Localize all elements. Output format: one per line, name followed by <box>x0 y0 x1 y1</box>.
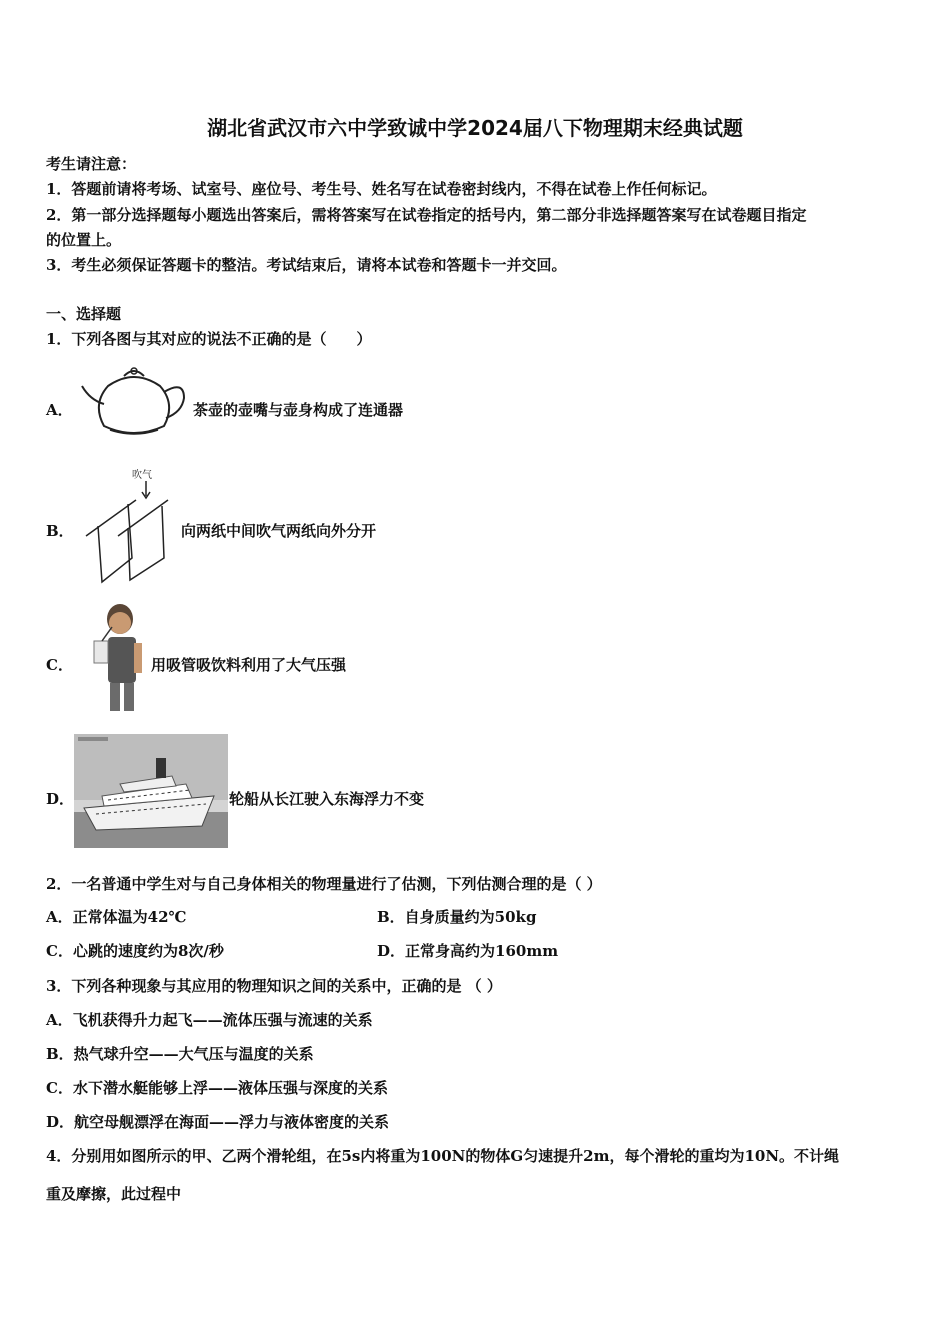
paper-blow-icon <box>84 466 174 588</box>
q1-option-b-label: B． <box>46 522 74 540</box>
q2-option-a: A．正常体温为42℃ <box>46 908 187 926</box>
q3-option-b: B．热气球升空——大气压与温度的关系 <box>46 1045 314 1063</box>
q1-option-d-label: D． <box>46 790 75 808</box>
q4-stem-line2: 重及摩擦，此过程中 <box>46 1185 182 1203</box>
ship-icon <box>74 734 228 848</box>
notice-heading: 考生请注意： <box>46 155 137 173</box>
q1-option-a-text: 茶壶的壶嘴与壶身构成了连通器 <box>193 401 404 419</box>
notice-item: 1．答题前请将考场、试室号、座位号、考生号、姓名写在试卷密封线内，不得在试卷上作任何标记。 <box>46 180 717 198</box>
q1-stem: 1．下列各图与其对应的说法不正确的是（ ） <box>46 330 372 348</box>
q2-option-c: C．心跳的速度约为8次/秒 <box>46 942 224 960</box>
notice-item: 2．第一部分选择题每小题选出答案后，需将答案写在试卷指定的括号内，第二部分非选择题答案写在试卷题目指定 <box>46 206 807 224</box>
q3-option-c: C．水下潜水艇能够上浮——液体压强与深度的关系 <box>46 1079 388 1097</box>
q1-option-b-text: 向两纸中间吹气两纸向外分开 <box>181 522 377 540</box>
teapot-icon <box>80 364 188 442</box>
q1-option-c-label: C． <box>46 656 73 674</box>
q2-option-b: B．自身质量约为50kg <box>377 908 537 926</box>
q3-stem: 3．下列各种现象与其应用的物理知识之间的关系中，正确的是 （ ） <box>46 977 502 995</box>
notice-item: 3．考生必须保证答题卡的整洁。考试结束后，请将本试卷和答题卡一并交回。 <box>46 256 567 274</box>
q1-option-d-text: 轮船从长江驶入东海浮力不变 <box>229 790 425 808</box>
q1-option-c-text: 用吸管吸饮料利用了大气压强 <box>151 656 347 674</box>
q4-stem-line1: 4．分别用如图所示的甲、乙两个滑轮组，在5s内将重为100N的物体G匀速提升2m，每个滑轮的重均为10N。不计绳 <box>46 1147 840 1165</box>
q2-stem: 2．一名普通中学生对与自己身体相关的物理量进行了估测，下列估测合理的是（ ） <box>46 875 602 893</box>
q3-option-d: D．航空母舰漂浮在海面——浮力与液体密度的关系 <box>46 1113 390 1131</box>
notice-item: 的位置上。 <box>46 231 122 249</box>
page-title: 湖北省武汉市六中学致诚中学2024届八下物理期末经典试题 <box>207 116 743 140</box>
q2-option-d: D．正常身高约为160mm <box>377 942 559 960</box>
q3-option-a: A．飞机获得升力起飞——流体压强与流速的关系 <box>46 1011 373 1029</box>
q1-option-a-label: A． <box>46 401 73 419</box>
section-heading: 一、选择题 <box>46 305 122 323</box>
blow-label: 吹气 <box>132 470 152 481</box>
boy-straw-icon <box>88 603 148 713</box>
